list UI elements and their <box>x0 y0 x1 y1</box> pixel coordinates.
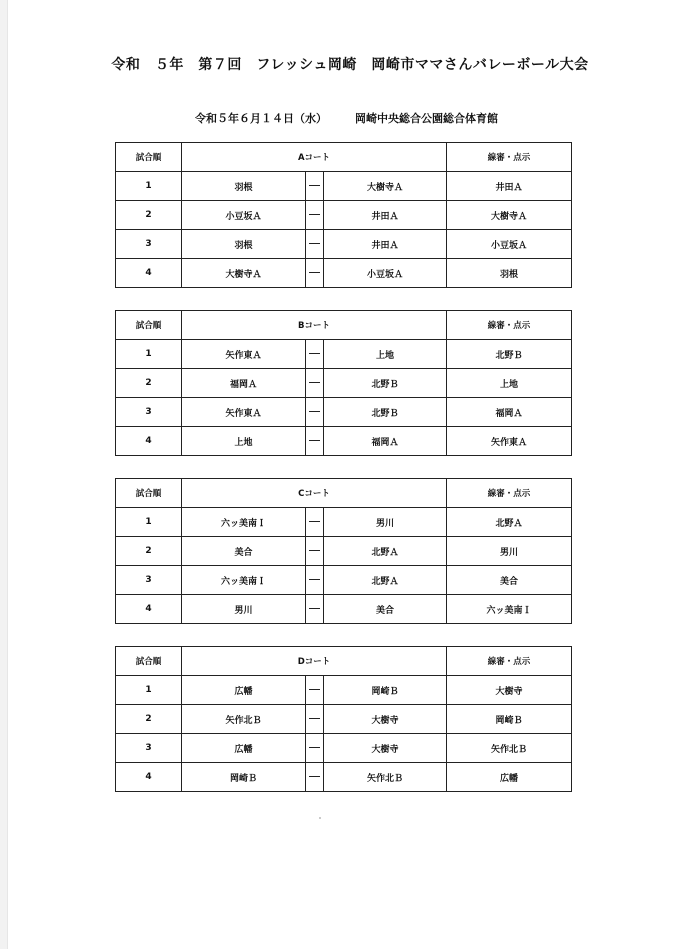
referee-team: 矢作東Ａ <box>447 427 572 456</box>
court-name: Cコート <box>182 479 447 508</box>
referee-header: 線審・点示 <box>447 143 572 172</box>
match-order-header: 試合順 <box>116 647 182 676</box>
table-header-row <box>116 647 572 676</box>
court-d-table <box>115 646 572 792</box>
versus-dash <box>309 579 320 580</box>
referee-header: 線審・点示 <box>447 647 572 676</box>
versus-cell <box>306 734 324 763</box>
versus-dash <box>309 521 320 522</box>
referee-team: 大樹寺Ａ <box>447 201 572 230</box>
match-number: 4 <box>116 259 182 288</box>
versus-cell <box>306 201 324 230</box>
versus-cell <box>306 595 324 624</box>
team-left: 広幡 <box>182 734 306 763</box>
referee-team: 羽根 <box>447 259 572 288</box>
scan-speck <box>319 817 321 819</box>
court-name: Dコート <box>182 647 447 676</box>
versus-cell <box>306 537 324 566</box>
table-row <box>116 259 572 288</box>
referee-team: 広幡 <box>447 763 572 792</box>
table-header-row <box>116 479 572 508</box>
team-left: 矢作東Ａ <box>182 398 306 427</box>
versus-cell <box>306 259 324 288</box>
table-row <box>116 369 572 398</box>
versus-cell <box>306 172 324 201</box>
team-left: 美合 <box>182 537 306 566</box>
match-number: 3 <box>116 230 182 259</box>
team-left: 男川 <box>182 595 306 624</box>
team-right: 福岡Ａ <box>324 427 447 456</box>
team-left: 六ッ美南Ｉ <box>182 508 306 537</box>
versus-cell <box>306 369 324 398</box>
referee-team: 小豆坂Ａ <box>447 230 572 259</box>
event-date: 令和５年６月１４日（水） <box>195 112 327 125</box>
page-edge <box>0 0 8 949</box>
document-title: 令和 ５年 第７回 フレッシュ岡崎 岡崎市ママさんバレーボール大会 <box>111 57 589 73</box>
table-row <box>116 172 572 201</box>
table-row <box>116 595 572 624</box>
team-left: 小豆坂Ａ <box>182 201 306 230</box>
versus-dash <box>309 243 320 244</box>
versus-dash <box>309 776 320 777</box>
match-number: 1 <box>116 340 182 369</box>
versus-cell <box>306 427 324 456</box>
team-right: 北野Ｂ <box>324 398 447 427</box>
table-row <box>116 705 572 734</box>
table-row <box>116 537 572 566</box>
table-row <box>116 734 572 763</box>
team-right: 上地 <box>324 340 447 369</box>
versus-cell <box>306 705 324 734</box>
match-order-header: 試合順 <box>116 311 182 340</box>
team-right: 矢作北Ｂ <box>324 763 447 792</box>
team-left: 上地 <box>182 427 306 456</box>
versus-dash <box>309 747 320 748</box>
team-left: 六ッ美南Ｉ <box>182 566 306 595</box>
court-name: Bコート <box>182 311 447 340</box>
match-number: 4 <box>116 595 182 624</box>
referee-team: 六ッ美南Ｉ <box>447 595 572 624</box>
team-left: 矢作北Ｂ <box>182 705 306 734</box>
versus-cell <box>306 676 324 705</box>
team-right: 北野Ａ <box>324 566 447 595</box>
team-right: 大樹寺 <box>324 705 447 734</box>
versus-dash <box>309 689 320 690</box>
court-name: Aコート <box>182 143 447 172</box>
versus-dash <box>309 353 320 354</box>
referee-team: 上地 <box>447 369 572 398</box>
table-row <box>116 508 572 537</box>
match-number: 2 <box>116 369 182 398</box>
match-number: 2 <box>116 705 182 734</box>
referee-team: 福岡Ａ <box>447 398 572 427</box>
event-venue: 岡崎中央総合公園総合体育館 <box>355 112 498 125</box>
team-right: 小豆坂Ａ <box>324 259 447 288</box>
table-row <box>116 340 572 369</box>
team-right: 井田Ａ <box>324 201 447 230</box>
match-number: 1 <box>116 676 182 705</box>
match-number: 2 <box>116 201 182 230</box>
court-c-table <box>115 478 572 624</box>
referee-header: 線審・点示 <box>447 311 572 340</box>
team-left: 岡崎Ｂ <box>182 763 306 792</box>
match-number: 2 <box>116 537 182 566</box>
team-left: 大樹寺Ａ <box>182 259 306 288</box>
referee-header: 線審・点示 <box>447 479 572 508</box>
versus-dash <box>309 718 320 719</box>
match-number: 1 <box>116 508 182 537</box>
table-row <box>116 566 572 595</box>
team-right: 男川 <box>324 508 447 537</box>
referee-team: 岡崎Ｂ <box>447 705 572 734</box>
team-left: 羽根 <box>182 230 306 259</box>
team-right: 北野Ｂ <box>324 369 447 398</box>
referee-team: 北野Ｂ <box>447 340 572 369</box>
table-row <box>116 763 572 792</box>
team-left: 福岡Ａ <box>182 369 306 398</box>
table-row <box>116 398 572 427</box>
referee-team: 美合 <box>447 566 572 595</box>
team-right: 大樹寺Ａ <box>324 172 447 201</box>
match-order-header: 試合順 <box>116 479 182 508</box>
court-a-table <box>115 142 572 288</box>
versus-dash <box>309 440 320 441</box>
event-info <box>195 110 498 126</box>
versus-dash <box>309 382 320 383</box>
versus-dash <box>309 608 320 609</box>
referee-team: 矢作北Ｂ <box>447 734 572 763</box>
table-row <box>116 201 572 230</box>
team-left: 矢作東Ａ <box>182 340 306 369</box>
referee-team: 井田Ａ <box>447 172 572 201</box>
versus-cell <box>306 230 324 259</box>
match-number: 1 <box>116 172 182 201</box>
match-number: 4 <box>116 427 182 456</box>
referee-team: 男川 <box>447 537 572 566</box>
match-number: 4 <box>116 763 182 792</box>
table-row <box>116 676 572 705</box>
versus-dash <box>309 214 320 215</box>
court-b-table <box>115 310 572 456</box>
versus-dash <box>309 411 320 412</box>
table-header-row <box>116 311 572 340</box>
team-right: 井田Ａ <box>324 230 447 259</box>
match-number: 3 <box>116 566 182 595</box>
versus-dash <box>309 185 320 186</box>
versus-cell <box>306 508 324 537</box>
table-row <box>116 427 572 456</box>
team-left: 羽根 <box>182 172 306 201</box>
team-left: 広幡 <box>182 676 306 705</box>
team-right: 北野Ａ <box>324 537 447 566</box>
versus-cell <box>306 763 324 792</box>
team-right: 美合 <box>324 595 447 624</box>
versus-cell <box>306 340 324 369</box>
versus-cell <box>306 398 324 427</box>
table-header-row <box>116 143 572 172</box>
team-right: 岡崎Ｂ <box>324 676 447 705</box>
match-order-header: 試合順 <box>116 143 182 172</box>
versus-cell <box>306 566 324 595</box>
table-row <box>116 230 572 259</box>
versus-dash <box>309 272 320 273</box>
referee-team: 北野Ａ <box>447 508 572 537</box>
match-number: 3 <box>116 398 182 427</box>
team-right: 大樹寺 <box>324 734 447 763</box>
versus-dash <box>309 550 320 551</box>
referee-team: 大樹寺 <box>447 676 572 705</box>
match-number: 3 <box>116 734 182 763</box>
